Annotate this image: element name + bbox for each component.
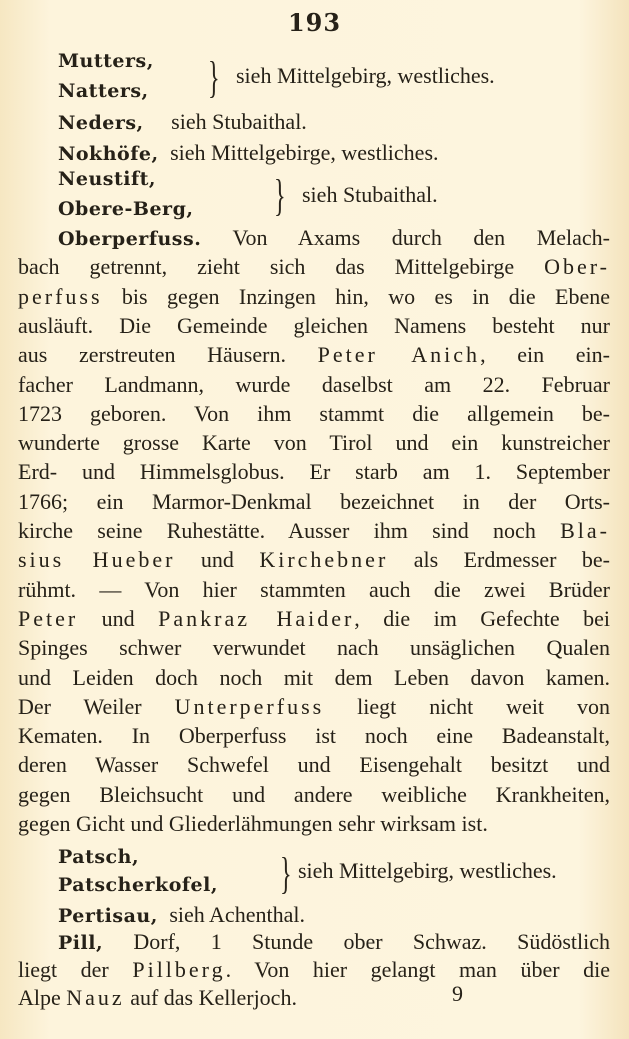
text-segment: Der Weiler [18, 693, 175, 719]
text-segment: kirche seine Ruhestätte. Ausser ihm sind noch [18, 518, 561, 543]
text-line [18, 251, 610, 283]
spaced-name: Peter Anich [317, 342, 481, 368]
text-segment: ausläuft. Die Gemeinde gleichen Namens besteht nur [18, 312, 610, 338]
text-line [18, 808, 610, 840]
headword-natters: Natters, [58, 80, 149, 102]
text-segment: als Erdmesser be- [388, 547, 611, 573]
text-line [18, 339, 610, 371]
text-line [18, 662, 610, 694]
text-segment: facher Landmann, wurde daselbst am 22. Februar [18, 371, 610, 397]
entry-neders [58, 106, 598, 138]
headword-nokhoefe: Nokhöfe, [58, 143, 159, 165]
text-segment: Von Axams durch den Melach- [201, 225, 610, 250]
spaced-name: Kirchebner [259, 547, 389, 573]
brace: } [280, 849, 292, 898]
text-segment: und [175, 547, 260, 573]
text-line [18, 749, 610, 781]
text-segment: , die im Gefechte bei [354, 605, 610, 631]
text-segment: liegt nicht weit von [324, 693, 610, 719]
spaced-name: Pillberg [132, 957, 226, 982]
reference-mittelgebirge: sieh Mittelgebirge, westliches. [170, 140, 439, 165]
text-segment: 1766; ein Marmor-Denkmal bezeichnet in der Orts- [18, 488, 610, 514]
spaced-name: Unterperfuss [174, 693, 325, 719]
headword: Pill, [58, 932, 104, 954]
text-segment: 1723 geboren. Von ihm stammt die allgemein be- [18, 400, 610, 426]
text-line [18, 574, 610, 606]
text-segment: bach getrennt, zieht sich das Mittelgebirge [18, 254, 545, 280]
entry-group-mutters [58, 50, 618, 110]
text-segment: Erd- und Himmelsglobus. Er starb am 1. September [18, 459, 610, 485]
text-segment: und [78, 605, 159, 631]
text-line [18, 544, 610, 576]
text-line [18, 691, 610, 723]
text-segment: wunderte grosse Karte von Tirol und ein kunstreicher [18, 430, 610, 456]
headword: Oberperfuss. [58, 228, 202, 250]
headword-mutters: Mutters, [58, 50, 154, 72]
headword-pertisau: Pertisau, [58, 905, 158, 927]
text-segment: Kematen. In Oberperfuss ist noch eine Badeanstalt, [18, 723, 610, 749]
text-line [18, 310, 610, 342]
text-segment: . Von hier gelangt man über die [225, 957, 610, 982]
headword-patsch: Patsch, [58, 846, 140, 868]
headword-neustift: Neustift, [58, 168, 157, 190]
text-line [18, 427, 610, 459]
text-segment: Alpe [18, 985, 67, 1010]
text-line [18, 720, 610, 752]
text-line [18, 779, 610, 811]
text-line [18, 369, 610, 401]
spaced-name: Bla- [560, 518, 610, 543]
text-segment: liegt der [18, 957, 133, 982]
text-segment: gegen Gicht und Gliederlähmungen sehr wirksam ist. [18, 811, 488, 836]
text-line [18, 398, 610, 430]
reference-mittelgebirg: sieh Mittelgebirg, westliches. [298, 858, 557, 883]
text-segment: bis gegen Inzingen hin, wo es in die Ebene [102, 283, 610, 309]
text-segment: rühmt. — Von hier stammten auch die zwei Brüder [18, 576, 610, 602]
text-line [18, 632, 610, 664]
reference-mittelgebirg: sieh Mittelgebirg, westliches. [236, 63, 495, 88]
entry-group-neustift [58, 168, 618, 228]
text-line [18, 486, 610, 518]
text-line [18, 982, 610, 1014]
headword-obere-berg: Obere-Berg, [58, 198, 194, 220]
text-line [18, 456, 610, 488]
spaced-name: Ober- [544, 254, 610, 280]
signature-mark: 9 [452, 981, 463, 1006]
brace: } [274, 171, 286, 220]
text-segment: aus zerstreuten Häusern. [18, 342, 318, 368]
text-line [18, 281, 610, 313]
spaced-name: sius Hueber [18, 547, 176, 573]
entry-group-patsch [58, 846, 618, 906]
spaced-name: perfuss [18, 283, 103, 309]
spaced-name: Pankraz Haider [158, 605, 355, 631]
headword-patscherkofel: Patscherkofel, [58, 874, 218, 896]
text-line [18, 603, 610, 635]
text-segment: , ein ein- [480, 342, 610, 368]
reference-stubaithal: sieh Stubaithal. [302, 182, 438, 207]
text-segment: Spinges schwer verwundet nach unsäglichen Qualen [18, 635, 610, 661]
text-segment: Dorf, 1 Stunde ober Schwaz. Südöstlich [103, 929, 610, 954]
spaced-name: Nauz [66, 985, 125, 1010]
text-segment: gegen Bleichsucht und andere weibliche Krankheiten, [18, 781, 610, 807]
text-segment: und Leiden doch noch mit dem Leben davon kamen. [18, 664, 610, 690]
text-line [18, 515, 610, 547]
text-segment: auf das Kellerjoch. [124, 985, 297, 1010]
page-number: 193 [287, 8, 342, 37]
brace: } [208, 53, 220, 102]
entry-nokhoefe [58, 137, 598, 169]
reference-stubaithal: sieh Stubaithal. [171, 109, 307, 134]
headword-neders: Neders, [58, 112, 144, 134]
reference-achenthal: sieh Achenthal. [169, 902, 305, 927]
text-line [58, 222, 610, 254]
text-segment: deren Wasser Schwefel und Eisengehalt besitzt und [18, 752, 610, 778]
spaced-name: Peter [18, 605, 79, 631]
